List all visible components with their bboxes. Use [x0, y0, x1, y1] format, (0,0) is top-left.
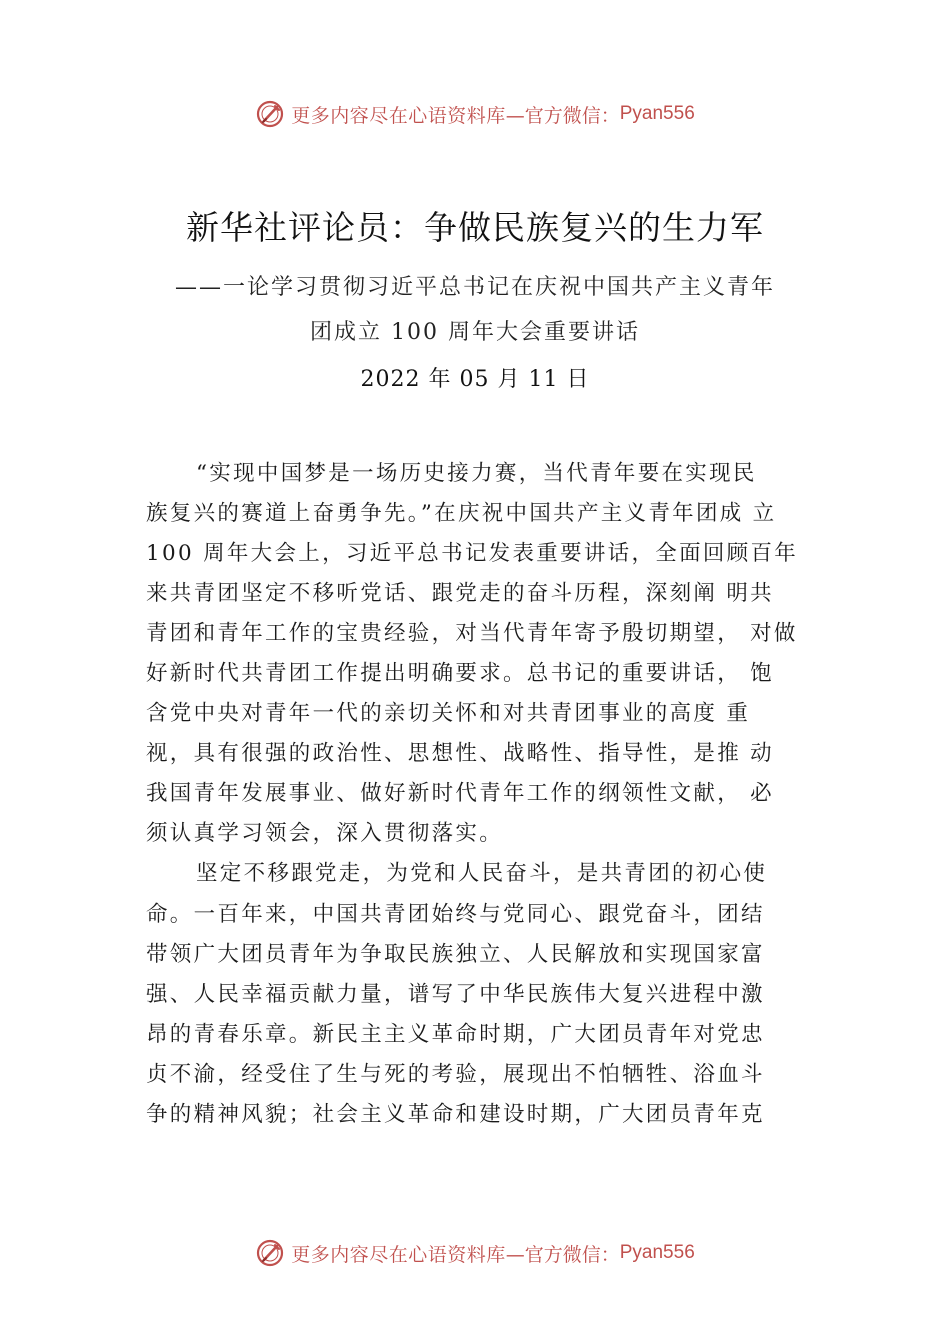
- article-title: 新华社评论员：争做民族复兴的生力军: [186, 208, 764, 247]
- banner-separator: —官方微信：: [505, 104, 620, 127]
- article-subtitle-line-1: ——一论学习贯彻习近平总书记在庆祝中国共产主义青年: [174, 275, 775, 300]
- body-line: 100 周年大会上，习近平总书记发表重要讲话，全面回顾百年: [146, 541, 799, 566]
- article-date: 2022 年 05 月 11 日: [360, 367, 590, 392]
- article-subtitle-line-2: 团成立 100 周年大会重要讲话: [310, 320, 640, 345]
- pen-seal-icon: [255, 1238, 285, 1268]
- body-line: 命。一百年来，中国共青团始终与党同心、跟党奋斗，团结: [146, 902, 765, 927]
- banner-wechat-id: Pyan556: [619, 1242, 695, 1263]
- body-line: 含党中央对青年一代的亲切关怀和对共青团事业的高度 重: [146, 701, 751, 726]
- body-line: 带领广大团员青年为争取民族独立、人民解放和实现国家富: [146, 942, 765, 967]
- banner-separator: —官方微信：: [505, 1243, 620, 1266]
- banner-slogan: 更多内容尽在心语资料库: [291, 1243, 506, 1266]
- banner-slogan: 更多内容尽在心语资料库: [291, 104, 506, 127]
- body-line: “实现中国梦是一场历史接力赛，当代青年要在实现民: [196, 461, 757, 486]
- body-line: 来共青团坚定不移听党话、跟党走的奋斗历程，深刻阐 明共: [146, 581, 774, 606]
- body-line: 昂的青春乐章。新民主主义革命时期，广大团员青年对党忠: [146, 1022, 765, 1047]
- body-line: 坚定不移跟党走，为党和人民奋斗，是共青团的初心使: [196, 861, 768, 886]
- body-line: 青团和青年工作的宝贵经验，对当代青年寄予殷切期望， 对做: [146, 621, 798, 646]
- body-line: 我国青年发展事业、做好新时代青年工作的纲领性文献， 必: [146, 781, 774, 806]
- body-line: 族复兴的赛道上奋勇争先。”在庆祝中国共产主义青年团成 立: [146, 501, 777, 526]
- body-line: 视，具有很强的政治性、思想性、战略性、指导性，是推 动: [146, 741, 774, 766]
- body-line: 强、人民幸福贡献力量，谱写了中华民族伟大复兴进程中激: [146, 982, 765, 1007]
- body-line: 好新时代共青团工作提出明确要求。总书记的重要讲话， 饱: [146, 661, 774, 686]
- body-line: 争的精神风貌；社会主义革命和建设时期，广大团员青年克: [146, 1102, 765, 1127]
- body-line: 须认真学习领会，深入贯彻落实。: [146, 821, 504, 846]
- pen-seal-icon: [255, 99, 285, 129]
- banner-wechat-id: Pyan556: [619, 103, 695, 124]
- body-line: 贞不渝，经受住了生与死的考验，展现出不怕牺牲、浴血斗: [146, 1062, 765, 1087]
- header-banner: [0, 96, 950, 132]
- footer-banner: [0, 1235, 950, 1271]
